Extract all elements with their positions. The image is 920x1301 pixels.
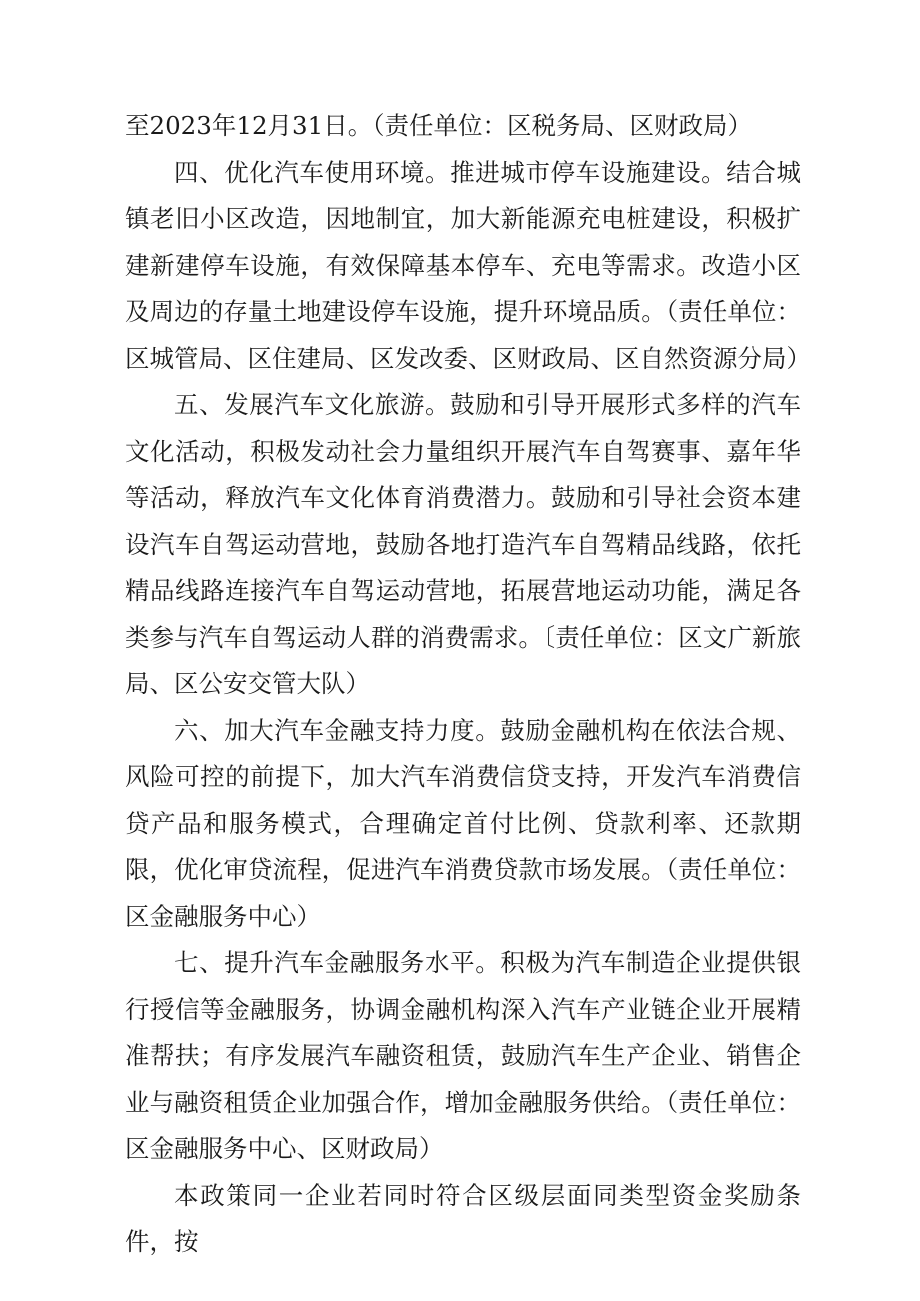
document-body <box>125 103 811 1266</box>
paragraph-item-five: 五、发展汽车文化旅游。鼓励和引导开展形式多样的汽车文化活动，积极发动社会力量组织开展汽车自驾赛事、嘉年华等活动，释放汽车文化体育消费潜力。鼓励和引导社会资本建设汽车自驾运动营地，鼓励各地打造汽车自驾精品线路，依托精品线路连接汽车自驾运动营地，拓展营地运动功能，满足各类参与汽车自驾运动人群的消费需求。〔责任单位：区文广新旅局、区公安交管大队） <box>125 390 801 698</box>
paragraph-policy-note: 本政策同一企业若同时符合区级层面同类型资金奖励条件，按 <box>125 1180 801 1256</box>
paragraph-item-six: 六、加大汽车金融支持力度。鼓励金融机构在依法合规、风险可控的前提下，加大汽车消费信贷支持，开发汽车消费信贷产品和服务模式，合理确定首付比例、贷款利率、还款期限，优化审贷流程，促进汽车消费贷款市场发展。（责任单位：区金融服务中心） <box>125 715 801 931</box>
paragraph-item-four: 四、优化汽车使用环境。推进城市停车设施建设。结合城镇老旧小区改造，因地制宜，加大新能源充电桩建设，积极扩建新建停车设施，有效保障基本停车、充电等需求。改造小区及周边的存量土地建设停车设施，提升环境品质。（责任单位：区城管局、区住建局、区发改委、区财政局、区自然资源分局） <box>125 157 811 373</box>
paragraph-item-seven: 七、提升汽车金融服务水平。积极为汽车制造企业提供银行授信等金融服务，协调金融机构深入汽车产业链企业开展精准帮扶；有序发展汽车融资租赁，鼓励汽车生产企业、销售企业与融资租赁企业加强合作，增加金融服务供给。（责任单位：区金融服务中心、区财政局） <box>125 948 801 1163</box>
paragraph-continuation: 至2023年12月31日。（责任单位：区税务局、区财政局） <box>125 111 752 140</box>
